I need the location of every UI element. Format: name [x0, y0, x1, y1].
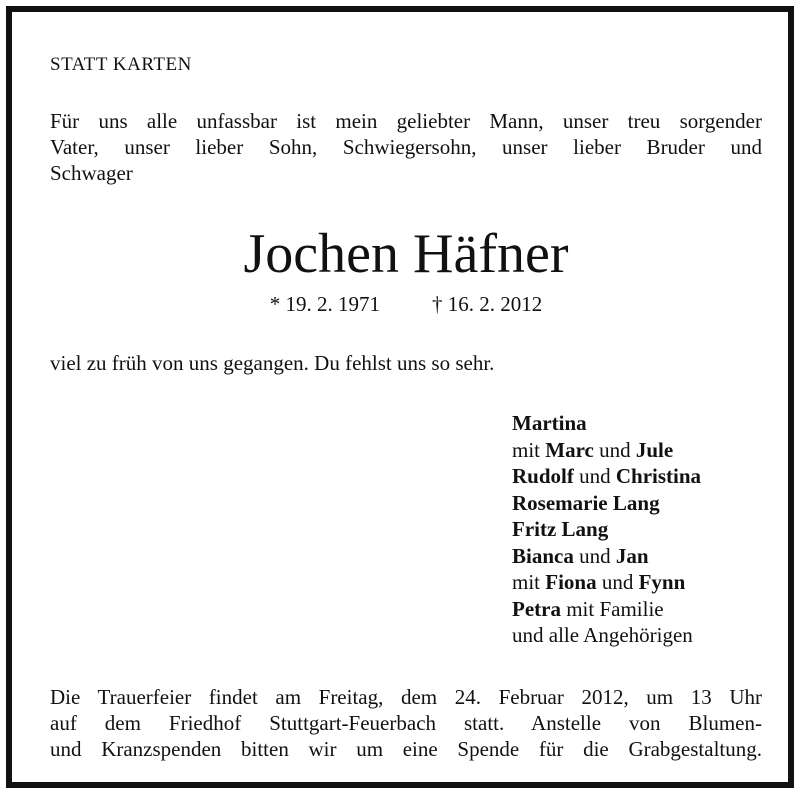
- notice-heading: STATT KARTEN: [50, 54, 192, 75]
- mourner-name: Bianca: [512, 543, 574, 568]
- mourner-connector: und: [596, 570, 639, 594]
- mourner-name: Christina: [615, 464, 702, 488]
- death-date: † 16. 2. 2012: [432, 292, 543, 316]
- mourner-connector: und: [593, 437, 636, 462]
- birth-date: * 19. 2. 1971: [269, 292, 380, 316]
- obituary-frame: [6, 6, 794, 788]
- mourner-connector: und: [573, 543, 616, 568]
- farewell-text: viel zu früh von uns gegangen. Du fehlst uns so sehr.: [50, 351, 495, 375]
- intro-text: [50, 108, 762, 186]
- mourner-connector: mit: [512, 437, 546, 462]
- mourner-line: [512, 569, 701, 596]
- mourner-line: [512, 410, 701, 437]
- mourner-line: [512, 596, 701, 623]
- mourner-name: Jan: [615, 543, 649, 568]
- mourner-line: [512, 490, 701, 517]
- mourner-connector: und alle Angehörigen: [512, 623, 693, 647]
- mourner-line: [512, 437, 701, 464]
- mourner-line: [512, 622, 701, 649]
- closing-line: auf dem Friedhof Stuttgart-Feuerbach statt. Anstelle von Blumen-: [50, 711, 762, 735]
- closing-line: und Kranzspenden bitten wir um eine Spende für die Grabgestaltung.: [50, 737, 762, 761]
- mourner-name: Rudolf: [512, 464, 574, 488]
- mourner-name: Rosemarie Lang: [512, 490, 660, 515]
- mourner-line: [512, 463, 701, 490]
- mourner-name: Fynn: [638, 570, 686, 594]
- mourner-name: Martina: [512, 411, 587, 435]
- mourner-connector: mit: [512, 570, 546, 594]
- deceased-name: Jochen Häfner: [243, 223, 569, 285]
- mourner-connector: mit Familie: [560, 596, 664, 621]
- mourner-name: Fritz Lang: [512, 517, 609, 541]
- closing-line: Die Trauerfeier findet am Freitag, dem 24. Februar 2012, um 13 Uhr: [50, 685, 762, 709]
- mourners-list: [512, 410, 701, 649]
- intro-line: Vater, unser lieber Sohn, Schwiegersohn, unser lieber Bruder und: [50, 135, 762, 159]
- mourner-name: Fiona: [545, 570, 597, 594]
- mourner-line: [512, 543, 701, 570]
- life-dates: [50, 292, 762, 317]
- mourner-name: Marc: [545, 437, 594, 462]
- mourner-name: Jule: [635, 437, 674, 462]
- intro-line: Für uns alle unfassbar ist mein geliebter Mann, unser treu sorgender: [50, 109, 762, 133]
- mourner-line: [512, 516, 701, 543]
- closing-text: [50, 684, 762, 762]
- obituary-content: [50, 12, 762, 782]
- mourner-connector: und: [573, 464, 616, 488]
- intro-line: Schwager: [50, 161, 133, 185]
- mourner-name: Petra: [512, 596, 561, 621]
